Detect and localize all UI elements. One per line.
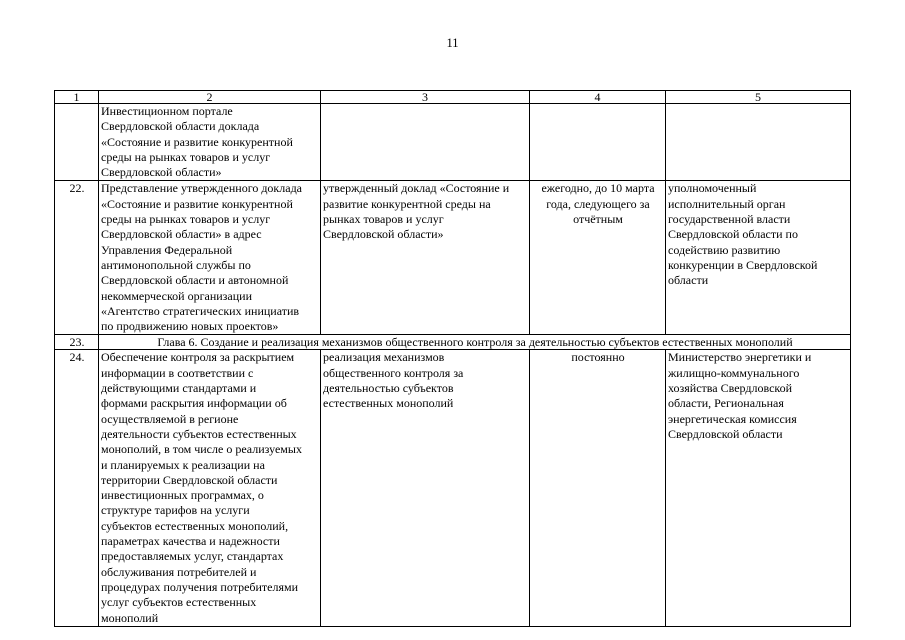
cell-text: процедурах получения потребителями [101, 579, 299, 594]
cell-text: реализация механизмов [323, 350, 445, 365]
table-row [55, 104, 851, 181]
responsible-cell [666, 181, 851, 335]
plan-table [54, 90, 851, 627]
measure-cell [99, 104, 321, 181]
cell-text: года, следующего за [546, 196, 650, 211]
column-header-5: 5 [666, 91, 851, 104]
cell-text: хозяйства Свердловской [668, 381, 793, 396]
cell-text: «Состояние и развитие конкурентной [101, 134, 293, 149]
cell-text: Свердловской области» в адрес [101, 227, 262, 242]
cell-text: Министерство энергетики и [668, 350, 812, 365]
cell-text: структуре тарифов на услуги [101, 503, 250, 518]
cell-text: рынках товаров и услуг [323, 212, 444, 227]
cell-text: конкуренции в Свердловской [668, 257, 818, 272]
cell-text: исполнительный орган [668, 196, 786, 211]
cell-text: Представление утвержденного доклада [101, 181, 303, 196]
cell-text: естественных монополий [323, 396, 454, 411]
responsible-cell [666, 350, 851, 626]
cell-text: Управления Федеральной [101, 242, 233, 257]
cell-text: услуг субъектов естественных [101, 595, 257, 610]
row-number: 24. [55, 350, 99, 626]
cell-text: государственной власти [668, 212, 791, 227]
result-cell [321, 181, 530, 335]
cell-text: области, Региональная [668, 396, 784, 411]
chapter-title: Глава 6. Создание и реализация механизмов общественного контроля за деятельностью субъектов естественных монополий [99, 335, 851, 350]
cell-text: Свердловской области» [101, 165, 222, 180]
cell-text: среды на рынках товаров и услуг [101, 149, 271, 164]
cell-text: утвержденный доклад «Состояние и [323, 181, 510, 196]
table-row [55, 350, 851, 626]
cell-text: субъектов естественных монополий, [101, 518, 289, 533]
cell-text: и планируемых к реализации на [101, 457, 265, 472]
cell-text: информации в соответствии с [101, 365, 254, 380]
cell-text: монополий [101, 610, 159, 625]
responsible-cell [666, 104, 851, 181]
deadline-cell [530, 350, 666, 626]
measure-cell [99, 181, 321, 335]
cell-text: параметрах качества и надежности [101, 534, 280, 549]
result-cell [321, 350, 530, 626]
cell-text: «Агентство стратегических инициатив [101, 303, 300, 318]
cell-text: «Состояние и развитие конкурентной [101, 196, 293, 211]
cell-text: Свердловской области по [668, 227, 798, 242]
table-row [55, 181, 851, 335]
result-cell [321, 104, 530, 181]
cell-text: среды на рынках товаров и услуг [101, 212, 271, 227]
cell-text: предоставляемых услуг, стандартах [101, 549, 284, 564]
column-header-1: 1 [55, 91, 99, 104]
row-number [55, 104, 99, 181]
cell-text: обслуживания потребителей и [101, 564, 257, 579]
cell-text: территории Свердловской области [101, 472, 278, 487]
cell-text: действующими стандартами и [101, 381, 257, 396]
cell-text: осуществляемой в регионе [101, 411, 239, 426]
measure-cell [99, 350, 321, 626]
cell-text: Свердловской области доклада [101, 119, 260, 134]
cell-text: Свердловской области [668, 426, 783, 441]
cell-text: общественного контроля за [323, 365, 464, 380]
cell-text: постоянно [571, 350, 625, 365]
cell-text: монополий, в том числе о реализуемых [101, 442, 302, 457]
cell-text: инвестиционных программах, о [101, 488, 264, 503]
cell-text: энергетическая комиссия [668, 411, 797, 426]
cell-text: отчётным [573, 212, 623, 227]
column-header-3: 3 [321, 91, 530, 104]
cell-text: содействию развитию [668, 242, 781, 257]
cell-text: Свердловской области» [323, 227, 444, 242]
row-number: 23. [55, 335, 99, 350]
table-header-row [55, 91, 851, 104]
cell-text: Обеспечение контроля за раскрытием [101, 350, 295, 365]
cell-text: деятельностью субъектов [323, 381, 454, 396]
cell-text: ежегодно, до 10 марта [541, 181, 655, 196]
cell-text: развитие конкурентной среды на [323, 196, 491, 211]
cell-text: Инвестиционном портале [101, 104, 233, 118]
cell-text: некоммерческой организации [101, 288, 253, 303]
column-header-4: 4 [530, 91, 666, 104]
deadline-cell [530, 181, 666, 335]
column-header-2: 2 [99, 91, 321, 104]
row-number: 22. [55, 181, 99, 335]
cell-text: жилищно-коммунального [668, 365, 800, 380]
page-number: 11 [446, 36, 459, 50]
cell-text: антимонопольной службы по [101, 257, 251, 272]
cell-text: по продвижению новых проектов» [101, 319, 279, 334]
chapter-row [55, 335, 851, 350]
cell-text: формами раскрытия информации об [101, 396, 287, 411]
cell-text: деятельности субъектов естественных [101, 426, 297, 441]
deadline-cell [530, 104, 666, 181]
cell-text: уполномоченный [668, 181, 757, 196]
cell-text: области [668, 273, 709, 288]
cell-text: Свердловской области и автономной [101, 273, 289, 288]
